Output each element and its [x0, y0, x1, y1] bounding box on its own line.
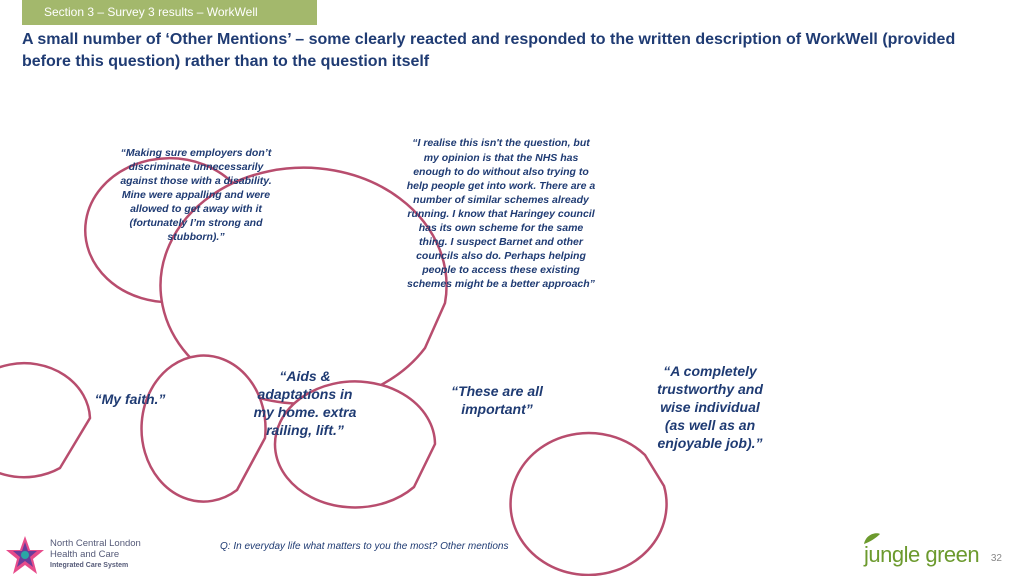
quote-aids-adaptations: “Aids & adaptations in my home. extra railing, lift.” — [253, 368, 357, 438]
logo-left-line1: North Central London — [50, 538, 141, 549]
quote-disability: “Making sure employers don’t discriminate unnecessarily against those with a disability. Mine were appalling and were allowed to get away with it (fortunately I’m strong and stubborn).” — [120, 147, 272, 243]
logo-left-line3: Integrated Care System — [50, 562, 129, 569]
page-title: A small number of ‘Other Mentions’ – some clearly reacted and responded to the written description of WorkWell (provided before this question) rather than to the question itself — [22, 31, 956, 70]
star-logo-icon — [4, 534, 46, 576]
section-label: Section 3 – Survey 3 results – WorkWell — [22, 0, 317, 25]
quote-trustworthy-individual: “A completely trustworthy and wise individual (as well as an enjoyable job).” — [657, 363, 763, 451]
quote-nhs-schemes: “I realise this isn't the question, but my opinion is that the NHS has enough to do without also trying to help people get into work. There are a number of similar schemes already running. I know that Haringey council has its own scheme for the same thing. I suspect Barnet and other councils also do. Perhaps helping people to access these existing schemes might be a better approach” — [406, 137, 596, 291]
survey-question: Q: In everyday life what matters to you the most? Other mentions — [220, 541, 509, 552]
nclhc-logo — [4, 534, 154, 574]
logo-left-line2: Health and Care — [50, 549, 120, 560]
quote-all-important: “These are all important” — [451, 383, 543, 417]
logo-right-text: jungle green — [864, 542, 980, 567]
page-number: 32 — [990, 553, 1002, 564]
quote-my-faith: “My faith.” — [94, 391, 166, 407]
speech-bubble-6 — [511, 433, 667, 575]
jungle-green-logo — [860, 532, 980, 572]
